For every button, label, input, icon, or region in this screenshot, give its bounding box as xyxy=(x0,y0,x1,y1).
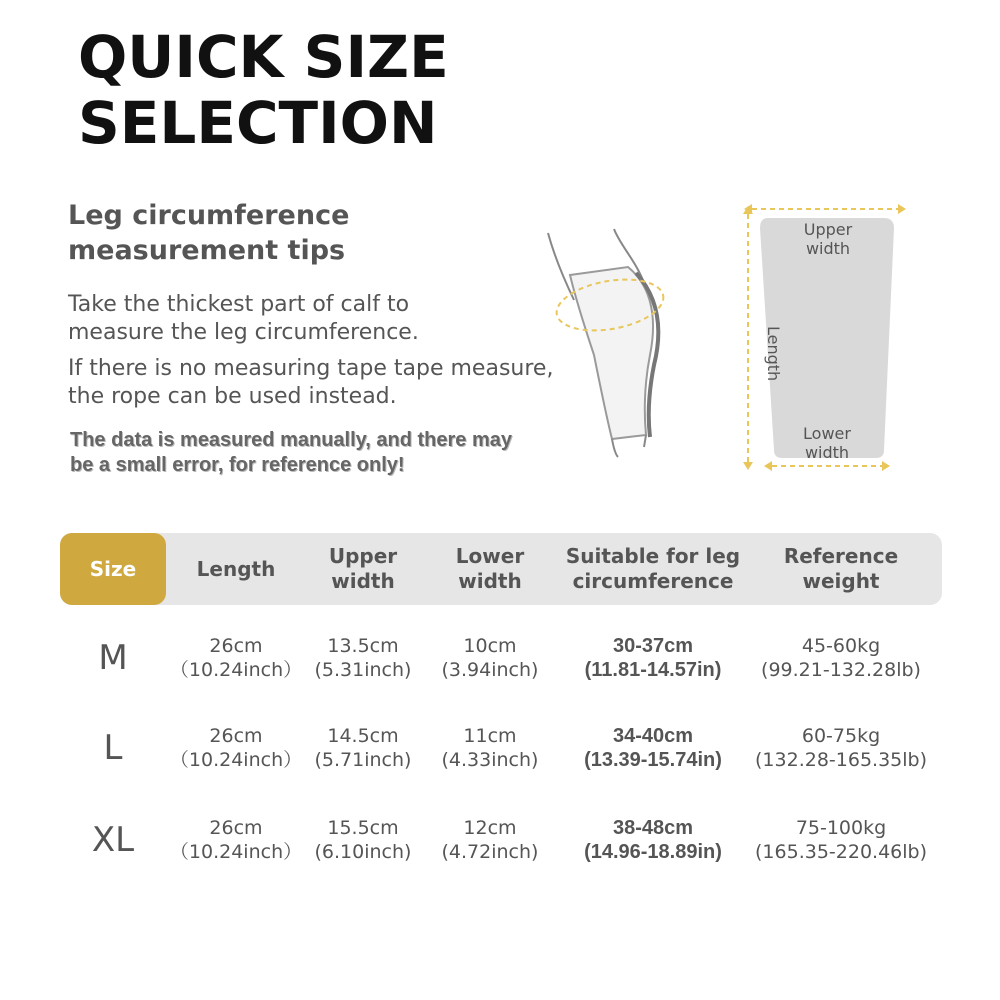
length-cell xyxy=(169,810,303,870)
upper-cm: 14.5cm xyxy=(327,725,399,747)
length-cm: 26cm xyxy=(209,817,263,839)
circumference-cell xyxy=(556,718,750,778)
header-circumference xyxy=(556,533,750,605)
circ-inch: (14.96-18.89in) xyxy=(584,841,722,863)
upper-width-label-line-1: Upper xyxy=(803,220,853,239)
leg-illustration xyxy=(540,225,670,460)
tip-1-line-2: measure the leg circumference. xyxy=(68,320,419,345)
lower-width-label-line-2: width xyxy=(804,443,850,462)
length-cm: 26cm xyxy=(209,725,263,747)
upper-width-cell xyxy=(304,718,422,778)
size-m: M xyxy=(98,638,128,678)
tip-thickest-part xyxy=(68,291,419,347)
weight-cell xyxy=(756,718,926,778)
upper-width-label-line-2: width xyxy=(805,239,851,258)
circ-inch: (13.39-15.74in) xyxy=(584,749,722,771)
circ-cm: 30-37cm xyxy=(612,635,694,657)
header-upper-width-text: Upper width xyxy=(328,544,398,593)
upper-width-cell xyxy=(304,810,422,870)
header-weight-text: Reference weight xyxy=(783,544,899,593)
disclaimer-note xyxy=(70,428,512,478)
circumference-cell xyxy=(556,628,750,688)
tip-2-line-1: If there is no measuring tape tape measure, xyxy=(68,356,554,381)
weight-lb: (165.35-220.46lb) xyxy=(755,841,927,863)
length-cm: 26cm xyxy=(209,635,263,657)
header-length-text: Length xyxy=(196,556,276,581)
circ-cm: 34-40cm xyxy=(612,725,694,747)
size-l: L xyxy=(103,728,123,768)
lower-inch: (4.72inch) xyxy=(441,841,539,863)
upper-inch: (6.10inch) xyxy=(314,841,412,863)
size-xl: XL xyxy=(91,820,135,860)
length-inch: （10.24inch） xyxy=(169,841,303,863)
header-size: Size xyxy=(60,533,166,605)
upper-width-label xyxy=(788,220,868,258)
lower-width-cell xyxy=(430,810,550,870)
lower-inch: (4.33inch) xyxy=(441,749,539,771)
disclaimer-line-1: The data is measured manually, and there may xyxy=(70,429,513,451)
header-lower-width xyxy=(430,533,550,605)
disclaimer-line-2: be a small error, for reference only! xyxy=(70,454,405,476)
upper-inch: (5.71inch) xyxy=(314,749,412,771)
tips-heading xyxy=(68,198,349,268)
length-cell xyxy=(169,718,303,778)
weight-cell xyxy=(756,628,926,688)
circ-cm: 38-48cm xyxy=(612,817,694,839)
table-row xyxy=(0,718,1000,778)
upper-cm: 15.5cm xyxy=(327,817,399,839)
circ-inch: (11.81-14.57in) xyxy=(584,659,722,681)
weight-lb: (99.21-132.28lb) xyxy=(761,659,921,681)
upper-width-cell xyxy=(304,628,422,688)
sleeve-on-leg xyxy=(570,267,653,439)
weight-cell xyxy=(756,810,926,870)
weight-lb: (132.28-165.35lb) xyxy=(755,749,927,771)
page-title xyxy=(78,24,449,156)
table-row xyxy=(0,628,1000,688)
lower-cm: 11cm xyxy=(463,725,517,747)
weight-kg: 45-60kg xyxy=(801,635,881,657)
header-circumference-text: Suitable for leg circumference xyxy=(565,544,741,593)
lower-width-cell xyxy=(430,718,550,778)
header-upper-width xyxy=(304,533,422,605)
tip-2-line-2: the rope can be used instead. xyxy=(68,384,397,409)
length-inch: （10.24inch） xyxy=(169,659,303,681)
weight-kg: 75-100kg xyxy=(795,817,887,839)
upper-inch: (5.31inch) xyxy=(314,659,412,681)
length-cell xyxy=(169,628,303,688)
lower-cm: 10cm xyxy=(463,635,517,657)
page-title-line-2: SELECTION xyxy=(78,89,438,157)
header-lower-width-text: Lower width xyxy=(455,544,525,593)
tip-1-line-1: Take the thickest part of calf to xyxy=(68,292,410,317)
lower-inch: (3.94inch) xyxy=(441,659,539,681)
circumference-cell xyxy=(556,810,750,870)
upper-cm: 13.5cm xyxy=(327,635,399,657)
length-inch: （10.24inch） xyxy=(169,749,303,771)
page-title-line-1: QUICK SIZE xyxy=(78,23,449,91)
tips-heading-line-1: Leg circumference xyxy=(68,200,350,231)
lower-width-label-line-1: Lower xyxy=(803,424,851,443)
tip-rope-instead xyxy=(68,355,553,411)
table-row xyxy=(0,810,1000,870)
header-weight xyxy=(756,533,926,605)
weight-kg: 60-75kg xyxy=(801,725,881,747)
lower-width-label xyxy=(787,424,867,462)
lower-width-cell xyxy=(430,628,550,688)
header-length xyxy=(172,533,300,605)
tips-heading-line-2: measurement tips xyxy=(68,235,346,266)
lower-cm: 12cm xyxy=(463,817,517,839)
length-label: Length xyxy=(764,326,783,382)
